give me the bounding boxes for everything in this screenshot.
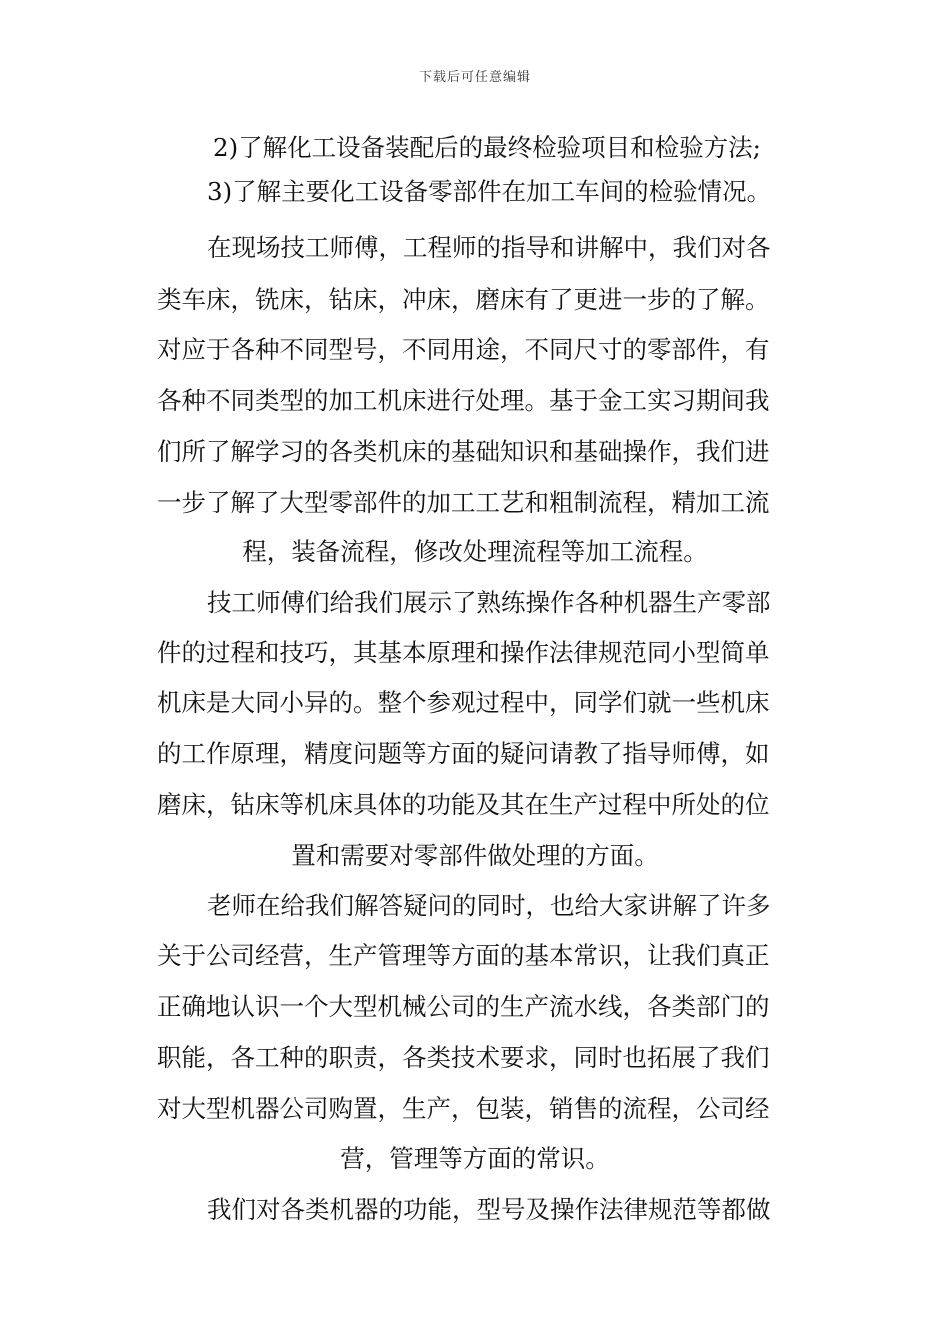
text-line-6: 各种不同类型的加工机床进行处理。基于金工实习期间我 <box>157 386 770 415</box>
text-line-8: 一步了解了大型零部件的加工工艺和粗制流程，精加工流 <box>157 488 770 517</box>
text-line-2: 3)了解主要化工设备零部件在加工车间的检验情况。 <box>207 177 772 206</box>
text-line-15: 置和需要对零部件做处理的方面。 <box>291 841 659 870</box>
page-header: 下载后可任意编辑 <box>418 70 531 85</box>
text-line-5: 对应于各种不同型号，不同用途，不同尺寸的零部件，有 <box>157 335 770 364</box>
text-line-21: 营，管理等方面的常识。 <box>340 1144 610 1173</box>
text-line-10: 技工师傅们给我们展示了熟练操作各种机器生产零部 <box>207 588 771 617</box>
text-line-14: 磨床，钻床等机床具体的功能及其在生产过程中所处的位 <box>157 790 770 819</box>
text-line-12: 机床是大同小异的。整个参观过程中，同学们就一些机床 <box>157 688 770 717</box>
text-line-18: 正确地认识一个大型机械公司的生产流水线，各类部门的 <box>157 992 770 1021</box>
text-line-7: 们所了解学习的各类机床的基础知识和基础操作，我们进 <box>157 437 770 466</box>
text-line-11: 件的过程和技巧，其基本原理和操作法律规范同小型简单 <box>157 638 770 667</box>
text-line-1: 2)了解化工设备装配后的最终检验项目和检验方法; <box>213 133 761 162</box>
text-line-16: 老师在给我们解答疑问的同时，也给大家讲解了许多 <box>207 891 771 920</box>
text-line-17: 关于公司经营，生产管理等方面的基本常识，让我们真正 <box>157 941 770 970</box>
text-line-13: 的工作原理，精度问题等方面的疑问请教了指导师傅，如 <box>157 739 770 768</box>
text-line-9: 程，装备流程，修改处理流程等加工流程。 <box>242 537 708 566</box>
text-line-3: 在现场技工师傅，工程师的指导和讲解中，我们对各 <box>207 233 771 262</box>
text-line-22: 我们对各类机器的功能，型号及操作法律规范等都做 <box>207 1195 771 1224</box>
text-line-20: 对大型机器公司购置，生产，包装，销售的流程，公司经 <box>157 1094 770 1123</box>
text-line-19: 职能，各工种的职责，各类技术要求，同时也拓展了我们 <box>157 1043 770 1072</box>
text-line-4: 类车床，铣床，钻床，冲床，磨床有了更进一步的了解。 <box>157 285 770 314</box>
